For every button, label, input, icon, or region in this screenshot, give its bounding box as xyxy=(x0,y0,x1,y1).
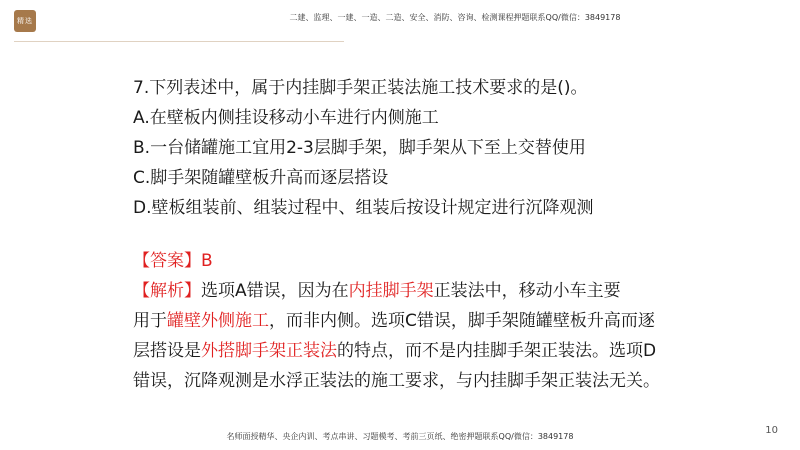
option-c: C.脚手架随罐壁板升高而逐层搭设 xyxy=(133,168,389,188)
analysis-highlight: 罐壁外侧施工 xyxy=(167,311,269,331)
answer-line xyxy=(133,246,693,276)
analysis-text: 选项A错误，因为在 xyxy=(201,281,349,301)
analysis-highlight: 内挂脚手架 xyxy=(348,281,434,301)
analysis-line-2 xyxy=(133,306,693,336)
option-a: A.在壁板内侧挂设移动小车进行内侧施工 xyxy=(133,108,439,128)
analysis-text: 用于 xyxy=(133,311,167,331)
analysis-text: 的特点，而不是内挂脚手架正装法。选项D xyxy=(337,341,657,361)
analysis-highlight: 外搭脚手架正装法 xyxy=(201,341,337,361)
brand-logo: 精选 xyxy=(14,10,36,32)
header-contact-text: 二建、监理、一建、一造、二造、安全、消防、咨询、检测课程押题联系QQ/微信：3849178 xyxy=(289,13,621,22)
answer-value: B xyxy=(201,251,213,271)
question-stem: 7.下列表述中，属于内挂脚手架正装法施工技术要求的是()。 xyxy=(133,78,588,98)
slide-content xyxy=(133,73,693,396)
footer-contact-text: 名师面授精华、央企内训、考点串讲、习题模考、考前三页纸、绝密押题联系QQ/微信：3849178 xyxy=(226,432,574,441)
analysis-text: ，而非内侧。选项C错误，脚手架随罐壁板升高而逐 xyxy=(269,311,655,331)
header-divider xyxy=(14,41,344,42)
analysis-line-3 xyxy=(133,336,693,366)
answer-label: 【答案】 xyxy=(133,251,201,271)
analysis-label: 【解析】 xyxy=(133,281,201,301)
page-number: 10 xyxy=(765,425,778,436)
option-d: D.壁板组装前、组装过程中、组装后按设计规定进行沉降观测 xyxy=(133,198,594,218)
analysis-line-1 xyxy=(133,276,693,306)
analysis-text: 正装法中，移动小车主要 xyxy=(433,281,621,301)
option-b: B.一台储罐施工宜用2-3层脚手架，脚手架从下至上交替使用 xyxy=(133,138,586,158)
analysis-line-4: 错误，沉降观测是水浮正装法的施工要求，与内挂脚手架正装法无关。 xyxy=(133,371,660,391)
analysis-text: 层搭设是 xyxy=(133,341,201,361)
